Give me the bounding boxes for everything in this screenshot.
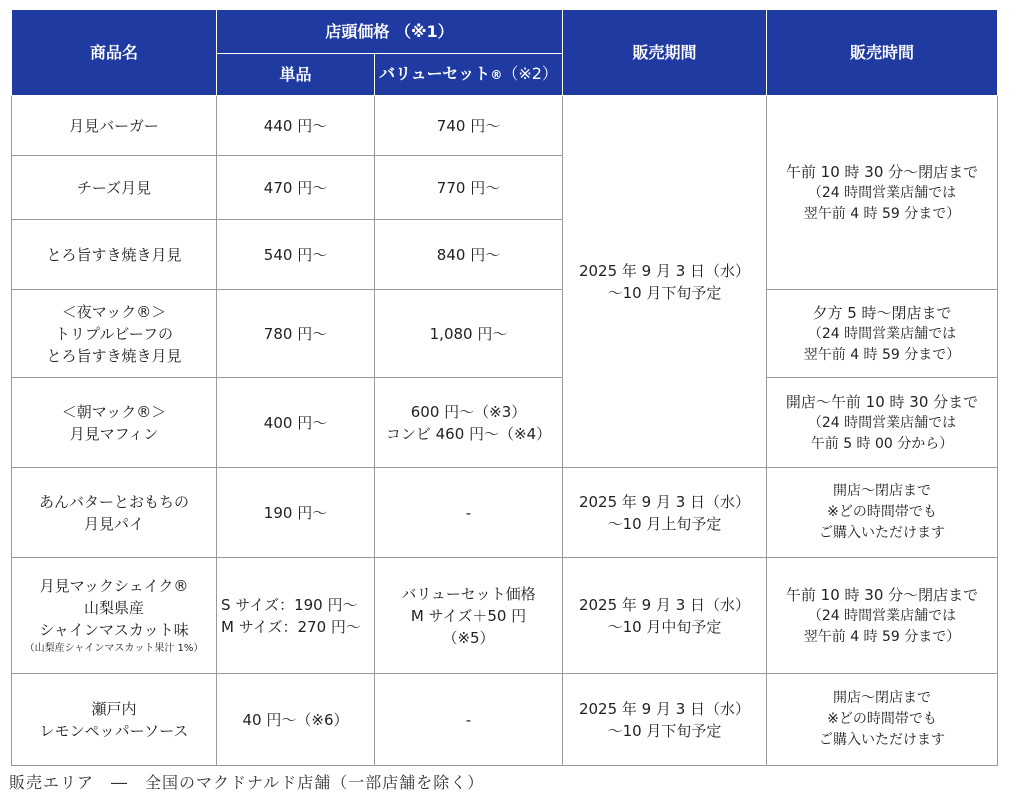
table-row — [12, 378, 998, 468]
product-name: ＜朝マック®＞ 月見マフィン — [12, 378, 217, 468]
set-price: 600 円～（※3） コンビ 460 円～（※4） — [375, 378, 563, 468]
product-name: チーズ月見 — [12, 156, 217, 220]
product-name: 月見バーガー — [12, 96, 217, 156]
header-store-price: 店頭価格 （※1） — [217, 10, 563, 54]
single-price: 40 円～（※6） — [217, 674, 375, 766]
sale-period: 2025 年 9 月 3 日（水） ～10 月中旬予定 — [563, 558, 767, 674]
set-price: バリューセット価格 M サイズ＋50 円 （※5） — [375, 558, 563, 674]
single-price: S サイズ：190 円～ M サイズ：270 円～ — [217, 558, 375, 674]
header-value-set: バリューセット®（※2） — [375, 54, 563, 96]
single-price: 400 円～ — [217, 378, 375, 468]
sales-area-note: 販売エリア ― 全国のマクドナルド店舗（一部店舗を除く） — [9, 773, 485, 792]
product-note: （山梨産シャインマスカット果汁 1%） — [24, 643, 204, 654]
sale-period: 2025 年 9 月 3 日（水） ～10 月下旬予定 — [563, 96, 767, 468]
sale-period: 2025 年 9 月 3 日（水） ～10 月下旬予定 — [563, 674, 767, 766]
sale-time: 開店～閉店まで ※どの時間帯でも ご購入いただけます — [767, 468, 998, 558]
set-price: - — [375, 674, 563, 766]
single-price: 440 円～ — [217, 96, 375, 156]
table-row — [12, 290, 998, 378]
product-name: あんバターとおもちの 月見パイ — [12, 468, 217, 558]
set-price: 840 円～ — [375, 220, 563, 290]
menu-table — [11, 9, 998, 766]
table-row — [12, 96, 998, 156]
sale-time: 午前 10 時 30 分～閉店まで （24 時間営業店舗では 翌午前 4 時 59 分まで） — [767, 96, 998, 290]
single-price: 780 円～ — [217, 290, 375, 378]
product-name: ＜夜マック®＞ トリプルビーフの とろ旨すき焼き月見 — [12, 290, 217, 378]
set-price: - — [375, 468, 563, 558]
set-price: 740 円～ — [375, 96, 563, 156]
sale-period: 2025 年 9 月 3 日（水） ～10 月上旬予定 — [563, 468, 767, 558]
sale-time: 夕方 5 時～閉店まで （24 時間営業店舗では 翌午前 4 時 59 分まで） — [767, 290, 998, 378]
table-row — [12, 674, 998, 766]
set-price: 770 円～ — [375, 156, 563, 220]
header-single: 単品 — [217, 54, 375, 96]
product-name: とろ旨すき焼き月見 — [12, 220, 217, 290]
sale-time: 開店～閉店まで ※どの時間帯でも ご購入いただけます — [767, 674, 998, 766]
table-row — [12, 468, 998, 558]
single-price: 190 円～ — [217, 468, 375, 558]
set-price: 1,080 円～ — [375, 290, 563, 378]
header-sale-period: 販売期間 — [563, 10, 767, 96]
sale-time: 開店～午前 10 時 30 分まで （24 時間営業店舗では 午前 5 時 00 分から） — [767, 378, 998, 468]
single-price: 540 円～ — [217, 220, 375, 290]
table-row — [12, 558, 998, 674]
single-price: 470 円～ — [217, 156, 375, 220]
product-name: 月見マックシェイク® 山梨県産 シャインマスカット味 （山梨産シャインマスカット果汁 1%） — [12, 558, 217, 674]
header-product-name: 商品名 — [12, 10, 217, 96]
header-sale-time: 販売時間 — [767, 10, 998, 96]
product-name: 瀬戸内 レモンペッパーソース — [12, 674, 217, 766]
sale-time: 午前 10 時 30 分～閉店まで （24 時間営業店舗では 翌午前 4 時 59 分まで） — [767, 558, 998, 674]
